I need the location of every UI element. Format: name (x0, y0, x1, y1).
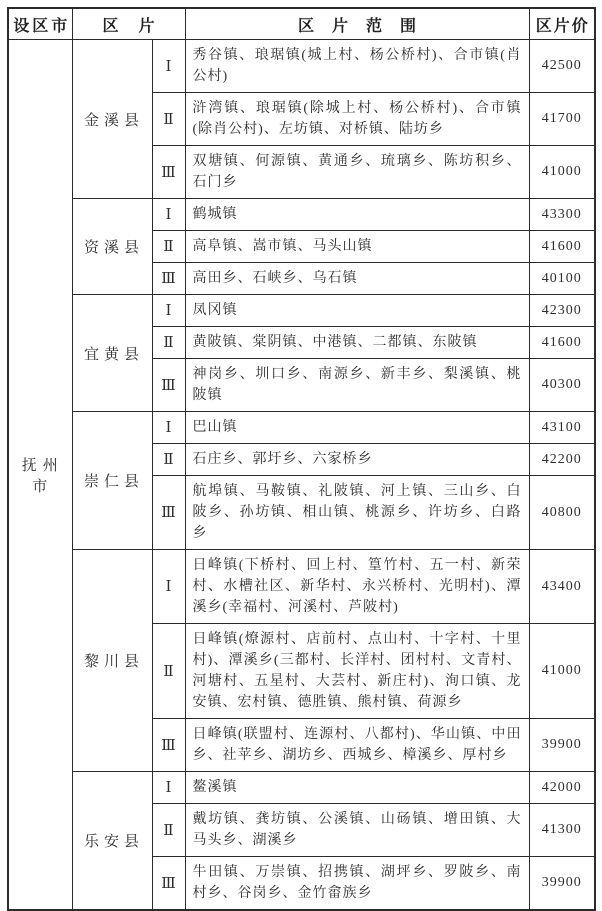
zone-range: 戴坊镇、龚坊镇、公溪镇、山砀镇、增田镇、大马头乡、湖溪乡 (185, 804, 529, 857)
table-row (8, 199, 595, 231)
zone-price: 40100 (529, 263, 595, 295)
zone-price: 41700 (529, 93, 595, 146)
zone-price: 42300 (529, 295, 595, 327)
zone-price-table (7, 7, 596, 911)
county-name: 崇仁县 (72, 412, 152, 550)
table-row (8, 40, 595, 93)
zone-range: 秀谷镇、琅琚镇(城上村、杨公桥村)、合市镇(肖公村) (185, 40, 529, 93)
county-name: 乐安县 (72, 772, 152, 911)
zone-tier: Ⅱ (152, 93, 185, 146)
zone-tier: Ⅲ (152, 476, 185, 550)
table-row (8, 412, 595, 444)
county-name: 金溪县 (72, 40, 152, 199)
zone-range: 高阜镇、嵩市镇、马头山镇 (185, 231, 529, 263)
zone-tier: Ⅱ (152, 804, 185, 857)
zone-range: 航埠镇、马鞍镇、礼陂镇、河上镇、三山乡、白陂乡、孙坊镇、相山镇、桃源乡、许坊乡、白路乡 (185, 476, 529, 550)
zone-tier: Ⅰ (152, 772, 185, 804)
header-zone: 区片 (72, 8, 185, 40)
zone-range: 凤冈镇 (185, 295, 529, 327)
zone-price: 42000 (529, 772, 595, 804)
zone-price: 43400 (529, 550, 595, 624)
county-name: 黎川县 (72, 550, 152, 772)
header-row (8, 8, 595, 40)
table-row (8, 772, 595, 804)
zone-range: 石庄乡、郭圩乡、六家桥乡 (185, 444, 529, 476)
zone-tier: Ⅲ (152, 146, 185, 199)
zone-range: 浒湾镇、琅琚镇(除城上村、杨公桥村)、合市镇(除肖公村)、左坊镇、对桥镇、陆坊乡 (185, 93, 529, 146)
zone-range: 鳌溪镇 (185, 772, 529, 804)
header-range: 区片范围 (185, 8, 529, 40)
zone-range: 日峰镇(联盟村、连源村、八都村)、华山镇、中田乡、社苹乡、湖坊乡、西城乡、樟溪乡、厚村乡 (185, 719, 529, 772)
zone-price: 43100 (529, 412, 595, 444)
county-name: 资溪县 (72, 199, 152, 295)
header-price: 区片价 (529, 8, 595, 40)
zone-tier: Ⅰ (152, 199, 185, 231)
zone-price: 41000 (529, 624, 595, 719)
zone-tier: Ⅲ (152, 263, 185, 295)
zone-price: 42500 (529, 40, 595, 93)
zone-range: 高田乡、石峡乡、乌石镇 (185, 263, 529, 295)
zone-tier: Ⅰ (152, 40, 185, 93)
zone-price: 41600 (529, 327, 595, 359)
header-city: 设区市 (8, 8, 72, 40)
zone-tier: Ⅱ (152, 444, 185, 476)
zone-tier: Ⅲ (152, 359, 185, 412)
zone-price: 42200 (529, 444, 595, 476)
zone-tier: Ⅱ (152, 231, 185, 263)
zone-price: 40800 (529, 476, 595, 550)
zone-range: 黄陂镇、棠阴镇、中港镇、二都镇、东陂镇 (185, 327, 529, 359)
zone-tier: Ⅰ (152, 412, 185, 444)
table-row (8, 550, 595, 624)
zone-tier: Ⅲ (152, 719, 185, 772)
table-row (8, 295, 595, 327)
zone-range: 日峰镇(燎源村、店前村、点山村、十字村、十里村)、潭溪乡(三都村、长洋村、团村村、文青村、河塘村、五星村、大芸村、新庄村)、洵口镇、龙安镇、宏村镇、德胜镇、熊村镇、荷源乡 (185, 624, 529, 719)
city-name: 抚州市 (8, 40, 72, 911)
zone-tier: Ⅱ (152, 624, 185, 719)
county-name: 宜黄县 (72, 295, 152, 412)
zone-price: 39900 (529, 719, 595, 772)
zone-price: 41000 (529, 146, 595, 199)
zone-range: 牛田镇、万崇镇、招携镇、湖坪乡、罗陂乡、南村乡、谷岗乡、金竹畲族乡 (185, 857, 529, 911)
zone-range: 巴山镇 (185, 412, 529, 444)
zone-tier: Ⅲ (152, 857, 185, 911)
zone-tier: Ⅱ (152, 327, 185, 359)
zone-price: 39900 (529, 857, 595, 911)
zone-range: 神岗乡、圳口乡、南源乡、新丰乡、梨溪镇、桃陂镇 (185, 359, 529, 412)
zone-range: 日峰镇(下桥村、回上村、篁竹村、五一村、新荣村、水槽社区、新华村、永兴桥村、光明村)、潭溪乡(幸福村、河溪村、芦陂村) (185, 550, 529, 624)
zone-price: 40300 (529, 359, 595, 412)
zone-price: 41600 (529, 231, 595, 263)
zone-tier: Ⅰ (152, 550, 185, 624)
zone-range: 鹤城镇 (185, 199, 529, 231)
zone-tier: Ⅰ (152, 295, 185, 327)
zone-price: 43300 (529, 199, 595, 231)
zone-price: 41300 (529, 804, 595, 857)
zone-range: 双塘镇、何源镇、黄通乡、琉璃乡、陈坊积乡、石门乡 (185, 146, 529, 199)
table-body (8, 40, 595, 911)
